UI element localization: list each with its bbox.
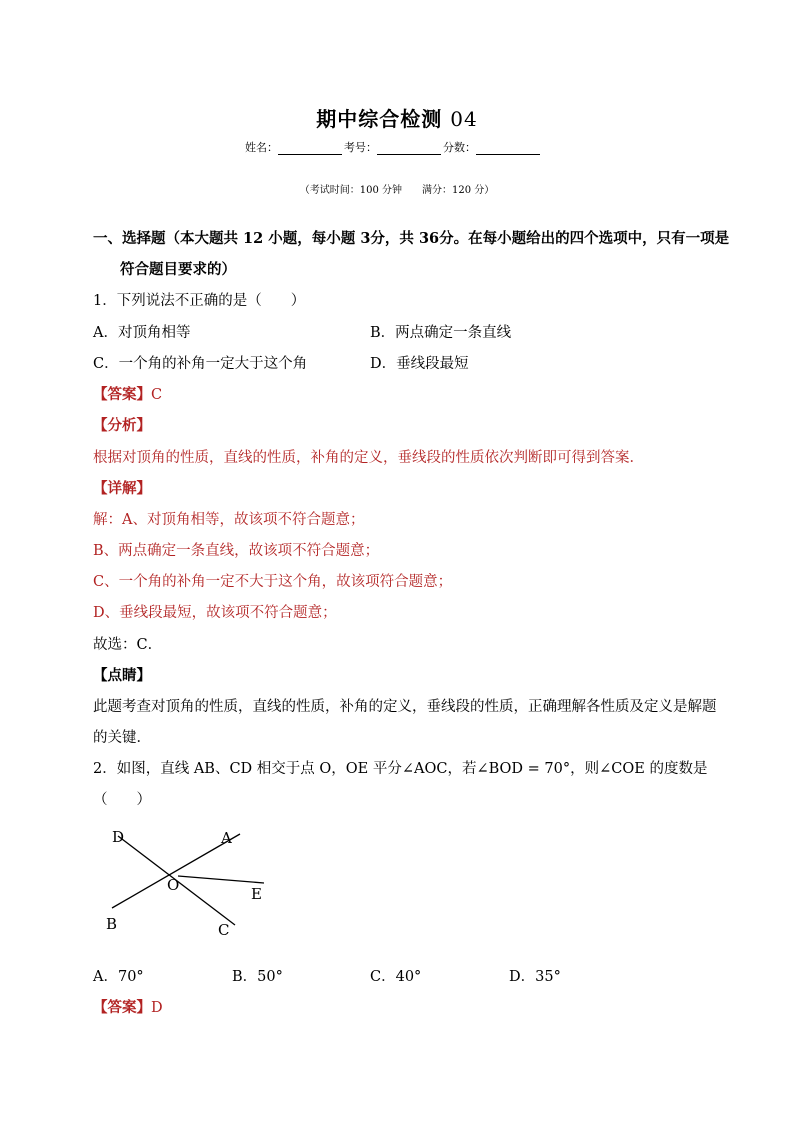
q1-detail-line: B、两点确定一条直线，故该项不符合题意； xyxy=(93,543,380,559)
q2-option-d: D．35° xyxy=(509,969,561,985)
q2-option-a: A．70° xyxy=(93,969,144,985)
q2-stem-line2: （ ） xyxy=(93,792,151,808)
q1-remark-line2: 的关键． xyxy=(93,730,151,746)
name-blank[interactable] xyxy=(278,143,342,155)
name-label: 姓名： xyxy=(245,141,278,154)
q1-option-d: D．垂线段最短 xyxy=(370,356,469,372)
title-text: 期中综合检测 xyxy=(316,107,443,131)
section-heading-line2: 符合题目要求的） xyxy=(120,261,236,278)
score-label: 分数： xyxy=(443,141,476,154)
q1-detail-line: 解：A、对顶角相等，故该项不符合题意； xyxy=(93,512,365,528)
score-blank[interactable] xyxy=(476,143,540,155)
title-number: 04 xyxy=(450,107,478,131)
id-blank[interactable] xyxy=(377,143,441,155)
q1-remark-label: 【点睛】 xyxy=(93,667,151,684)
q2-option-b: B．50° xyxy=(232,969,283,985)
q2-answer xyxy=(93,996,163,1017)
q2-option-c: C．40° xyxy=(370,969,422,985)
q1-stem: 1．下列说法不正确的是（ ） xyxy=(93,293,306,309)
q2-figure xyxy=(100,820,280,945)
label-c: C xyxy=(218,921,230,939)
label-e: E xyxy=(251,885,262,903)
page-title xyxy=(0,103,794,132)
section-heading-line1: 一、选择题（本大题共 12 小题，每小题 3分，共 36分。在每小题给出的四个选项中，只有一项是 xyxy=(93,230,730,247)
q1-conclusion: 故选：C． xyxy=(93,637,163,653)
ray-oe xyxy=(178,876,264,883)
q2-answer-label: 【答案】 xyxy=(93,999,151,1016)
label-o: O xyxy=(167,876,180,894)
q1-remark-line1: 此题考查对顶角的性质，直线的性质，补角的定义，垂线段的性质，正确理解各性质及定义是解题 xyxy=(93,699,717,715)
q1-detail-line: C、一个角的补角一定不大于这个角，故该项符合题意； xyxy=(93,574,453,590)
q1-option-c: C．一个角的补角一定大于这个角 xyxy=(93,356,308,372)
label-a: A xyxy=(221,829,232,847)
label-b: B xyxy=(106,915,118,933)
q1-answer-label: 【答案】 xyxy=(93,386,151,403)
q1-option-b: B．两点确定一条直线 xyxy=(370,325,512,341)
q2-stem-line1: 2．如图，直线 AB、CD 相交于点 O，OE 平分∠AOC，若∠BOD = 70°，则∠COE 的度数是 xyxy=(93,761,708,777)
q1-answer xyxy=(93,383,162,404)
q1-option-a: A．对顶角相等 xyxy=(93,325,191,341)
q1-analysis-text: 根据对顶角的性质，直线的性质，补角的定义，垂线段的性质依次判断即可得到答案． xyxy=(93,450,644,466)
id-label: 考号： xyxy=(344,141,377,154)
q1-detail-line: D、垂线段最短，故该项不符合题意； xyxy=(93,605,337,621)
q1-detail-label: 【详解】 xyxy=(93,480,151,497)
student-info-line xyxy=(245,139,542,155)
label-d: D xyxy=(112,828,125,846)
exam-info: （考试时间：100 分钟 满分：120 分） xyxy=(299,185,495,196)
q1-analysis-label: 【分析】 xyxy=(93,417,151,434)
q2-answer-value: D xyxy=(151,1000,163,1016)
q1-answer-value: C xyxy=(151,387,163,403)
